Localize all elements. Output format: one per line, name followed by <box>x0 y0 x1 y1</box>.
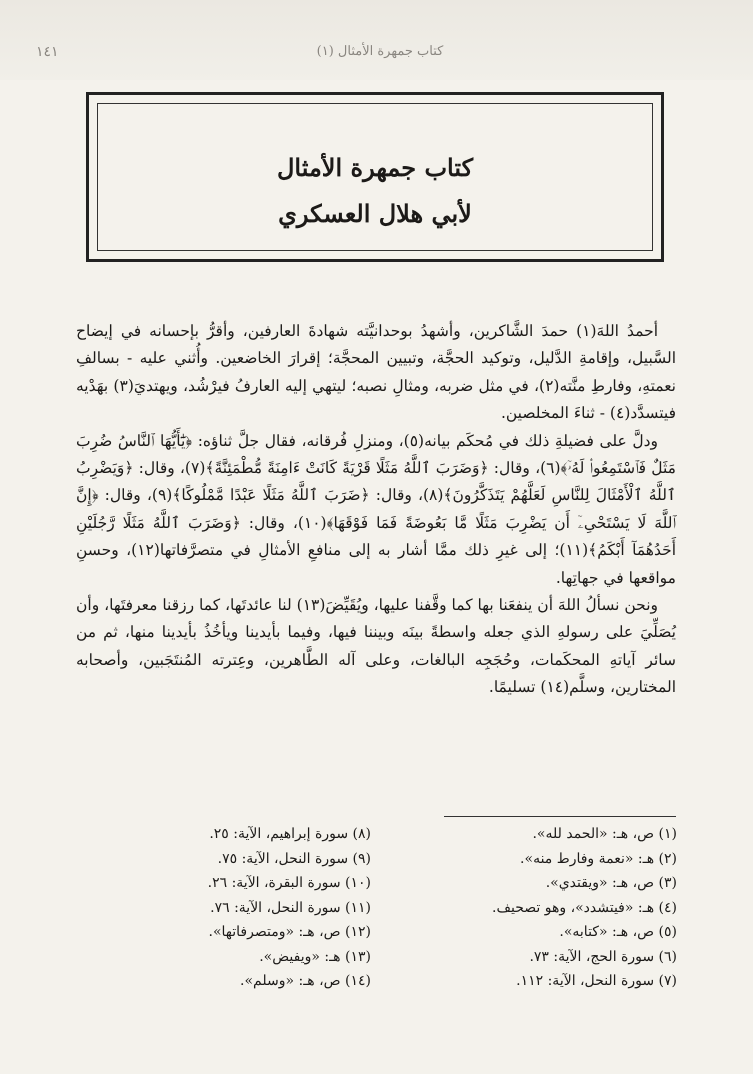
page-number: ١٤١ <box>36 44 59 60</box>
footnote: (٧) سورة النحل، الآية: ١١٢. <box>516 973 677 989</box>
footnote: (٩) سورة النحل، الآية: ٧٥. <box>217 850 371 867</box>
main-text <box>76 318 676 702</box>
footnote: (١٣) هـ: «ويفيض». <box>259 948 371 965</box>
footnote: (١١) سورة النحل، الآية: ٧٦. <box>210 899 371 916</box>
frame-corner-ornament <box>87 93 113 119</box>
running-header: (١) كتاب جمهرة الأمثال <box>316 44 444 59</box>
footnote-divider <box>444 816 676 817</box>
footnote: (١٠) سورة البقرة، الآية: ٢٦. <box>207 875 371 891</box>
paragraph: أحمدُ اللهَ(١) حمدَ الشَّاكرين، وأشهدُ بوحدانيَّته شهادةَ العارفين، وأقرُّ بإحسانه في إيضاح السَّبيل، وإقامةِ الدَّليل، وتوكيد الحجَّة، وتبيين المحجَّة؛ إقرارَ الخاضعين. وأُثني عليه - بسالفِ نعمتهِ، وفارطِ منَّته(٢)، في مثل ضربه، ومثالِ نصبه؛ ليتهي إليه العارفُ فيرْشُد، ويهتديَ(٣) بهَدْيه فيتسدَّد(٤) - ثناءَ المخلصين. <box>76 322 676 423</box>
book-author: لأبي هلال العسكري <box>278 199 472 228</box>
footnotes-column-right <box>377 822 677 994</box>
footnote: (١) ص، هـ: «الحمد لله». <box>532 826 677 842</box>
footnote: (٣) ص، هـ: «ويقتدي». <box>545 875 677 891</box>
book-title: كتاب جمهرة الأمثال <box>276 153 474 182</box>
footnote: (١٤) ص، هـ: «وسلم». <box>240 973 371 989</box>
frame-corner-ornament <box>637 235 663 261</box>
paragraph: ونحن نسألُ اللهَ أن ينفعَنا بها كما وقَّفنا عليها، ويُقَيِّضَ(١٣) لنا عائدتَها، كما رزقنا معرفتَها، وأن يُصَلِّيَ على رسولهِ الذي جعله واسطةً بينَه وبيننا فيها، وفيما بأيدينا ويأخُذُ بأيدينا منها، ثم من سائر آياتهِ المحكَمات، وحُجَجِه البالغات، وعلى آله الطَّاهرين، وعِترته المُنتَجَبين، وأصحابه المختارين، وسلَّم(١٤) تسليمًا. <box>76 596 676 697</box>
paragraph: ودلَّ على فضيلةِ ذلك في مُحكَم بيانه(٥)، ومنزلِ فُرقانه، فقال جلَّ ثناؤه: ﴿يَٰٓأَيُّهَا ٱلنَّاسُ ضُرِبَ مَثَلٌ فَٱسْتَمِعُوا۟ لَهُۥٓ﴾(٦)، وقال: ﴿وَضَرَبَ ٱللَّهُ مَثَلًا قَرْيَةً كَانَتْ ءَامِنَةً مُّطْمَئِنَّةً﴾(٧)، وقال: ﴿وَيَضْرِبُ ٱللَّهُ ٱلْأَمْثَالَ لِلنَّاسِ لَعَلَّهُمْ يَتَذَكَّرُونَ﴾(٨)، وقال: ﴿ضَرَبَ ٱللَّهُ مَثَلًا عَبْدًا مَّمْلُوكًا﴾(٩)، وقال: ﴿إِنَّ ٱللَّهَ لَا يَسْتَحْىِۦٓ أَن يَضْرِبَ مَثَلًا مَّا بَعُوضَةً فَمَا فَوْقَهَا﴾(١٠)، وقال: ﴿وَضَرَبَ ٱللَّهُ مَثَلًا رَّجُلَيْنِ أَحَدُهُمَآ أَبْكَمُ﴾(١١)؛ إلى غيرِ ذلك ممَّا أشار به إلى منافعِ الأمثالِ في متصرَّفاتها(١٢)، وحسنِ مواقعها في جهاتِها. <box>76 431 677 587</box>
footnote: (٥) ص، هـ: «كتابه». <box>559 924 677 940</box>
bleed-through-header <box>0 0 753 80</box>
footnote: (١٢) ص، هـ: «ومتصرفاتها». <box>208 924 371 940</box>
footnote: (٦) سورة الحج، الآية: ٧٣. <box>529 948 677 965</box>
footnotes-column-left <box>71 822 371 994</box>
frame-corner-ornament <box>87 235 113 261</box>
footnote: (٨) سورة إبراهيم، الآية: ٢٥. <box>209 826 371 842</box>
footnote: (٢) هـ: «نعمة وفارط منه». <box>520 850 677 867</box>
title-frame <box>86 92 664 262</box>
footnote: (٤) هـ: «فيتشدد»، وهو تصحيف. <box>492 899 677 916</box>
frame-corner-ornament <box>637 93 663 119</box>
